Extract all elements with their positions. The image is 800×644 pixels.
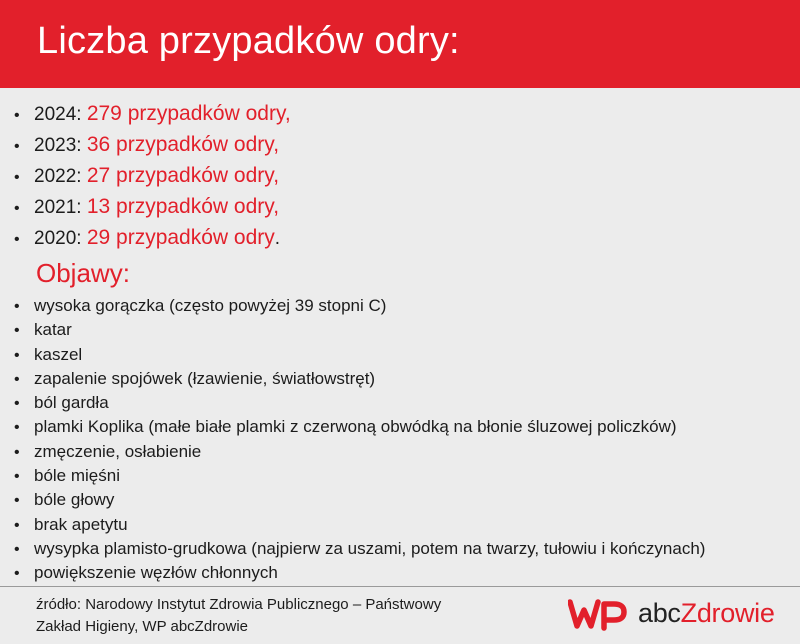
page-title: Liczba przypadków odry: (37, 20, 460, 62)
list-item: • ból gardła (14, 393, 109, 413)
list-item: • wysoka gorączka (często powyżej 39 stopni C) (14, 296, 387, 315)
header-banner (0, 0, 800, 88)
list-item: • bóle głowy (14, 490, 115, 510)
list-item: • 2023: 36 przypadków odry, (14, 133, 280, 156)
list-item: • 2022: 27 przypadków odry, (14, 164, 280, 187)
logo-wordmark: abcZdrowie (638, 598, 775, 628)
list-item: • plamki Koplika (małe białe plamki z czerwoną obwódką na błonie śluzowej policzków) (14, 417, 677, 437)
list-item: • kaszel (14, 344, 83, 364)
list-item: • bóle mięśni (14, 466, 120, 486)
year-label: 2023: (34, 135, 82, 156)
wp-logo-icon (568, 598, 630, 632)
list-item: • 2020: 29 przypadków odry. (14, 226, 281, 249)
list-item: • zapalenie spojówek (łzawienie, światłowstręt) (14, 368, 376, 388)
footer-divider (0, 586, 800, 587)
list-item: • brak apetytu (14, 514, 128, 534)
year-label: 2021: (34, 197, 82, 218)
list-item: • 2021: 13 przypadków odry, (14, 195, 280, 218)
case-count: 36 przypadków odry (86, 133, 274, 156)
case-count: 279 przypadków odry (86, 102, 285, 125)
list-item: • katar (14, 320, 72, 340)
symptom-list (14, 294, 705, 586)
case-count: 29 przypadków odry (86, 226, 275, 249)
year-label: 2022: (34, 166, 82, 187)
list-item: • powiększenie węzłów chłonnych (14, 563, 278, 583)
year-label: 2024: (34, 104, 82, 125)
list-item: • 2024: 279 przypadków odry, (14, 102, 291, 125)
list-item: • wysypka plamisto-grudkowa (najpierw za uszami, potem na twarzy, tułowiu i kończynach) (14, 538, 706, 558)
case-count: 13 przypadków odry (86, 195, 274, 218)
symptoms-heading: Objawy: (36, 258, 130, 288)
year-case-list (14, 98, 291, 253)
list-item: • zmęczenie, osłabienie (14, 441, 202, 461)
source-note: źródło: Narodowy Instytut Zdrowia Publicznego – Państwowy Zakład Higieny, WP abcZdrowie (36, 596, 442, 635)
year-label: 2020: (34, 228, 82, 249)
case-count: 27 przypadków odry (86, 164, 274, 187)
